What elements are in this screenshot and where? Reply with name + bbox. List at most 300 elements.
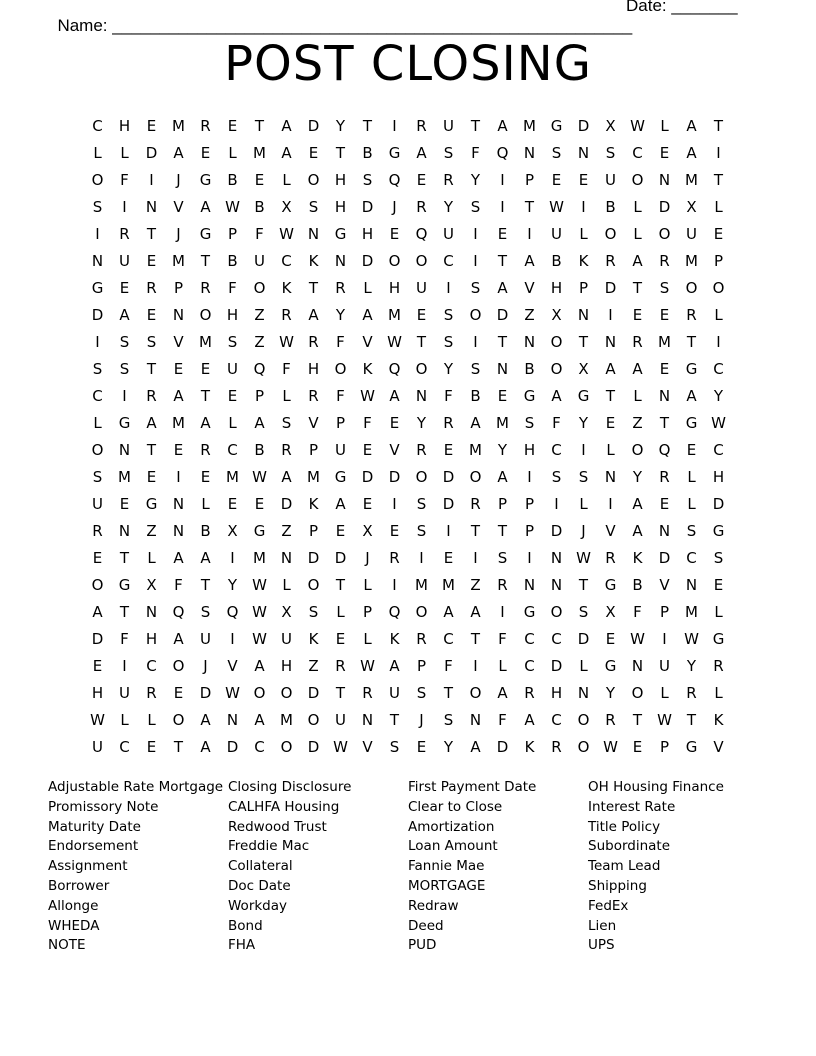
word-list-item: Doc Date xyxy=(228,877,291,894)
grid-letter: T xyxy=(686,710,697,729)
grid-letter: A xyxy=(173,386,184,405)
grid-letter: Q xyxy=(496,143,509,162)
grid-letter: A xyxy=(200,197,211,216)
grid-letter: D xyxy=(712,494,725,513)
grid-letter: R xyxy=(416,116,427,135)
grid-letter: P xyxy=(308,521,319,540)
grid-letter: D xyxy=(334,548,347,567)
word-list-item: Loan Amount xyxy=(408,838,498,855)
grid-letter: J xyxy=(581,521,586,540)
grid-letter: A xyxy=(362,305,373,324)
grid-letter: A xyxy=(200,737,211,756)
grid-letter: N xyxy=(604,332,617,351)
grid-letter: M xyxy=(199,332,212,351)
grid-letter: R xyxy=(281,440,292,459)
word-list-item: Shipping xyxy=(588,877,647,894)
grid-letter: Q xyxy=(415,224,428,243)
grid-letter: E xyxy=(578,170,589,189)
grid-letter: R xyxy=(146,278,157,297)
grid-letter: T xyxy=(524,197,535,216)
grid-letter: X xyxy=(281,602,292,621)
grid-letter: Y xyxy=(227,575,238,594)
grid-letter: V xyxy=(524,278,535,297)
grid-letter: H xyxy=(712,467,725,486)
grid-letter: C xyxy=(227,440,238,459)
grid-letter: Y xyxy=(443,359,454,378)
grid-letter: O xyxy=(577,710,590,729)
grid-letter: T xyxy=(497,521,508,540)
grid-letter: G xyxy=(685,359,698,378)
grid-letter: R xyxy=(389,548,400,567)
grid-letter: T xyxy=(470,629,481,648)
grid-letter: T xyxy=(146,224,157,243)
grid-letter: T xyxy=(119,548,130,567)
grid-letter: E xyxy=(389,413,400,432)
grid-letter: L xyxy=(606,440,615,459)
grid-row xyxy=(84,328,732,355)
grid-letter: N xyxy=(172,494,185,513)
grid-letter: U xyxy=(281,629,292,648)
grid-letter: U xyxy=(335,440,346,459)
grid-letter: O xyxy=(199,305,212,324)
grid-letter: N xyxy=(577,305,590,324)
grid-letter: L xyxy=(714,602,723,621)
grid-letter: R xyxy=(632,332,643,351)
grid-letter: T xyxy=(578,575,589,594)
grid-letter: S xyxy=(470,278,481,297)
grid-letter: R xyxy=(200,278,211,297)
grid-letter: X xyxy=(281,197,292,216)
grid-letter: F xyxy=(228,278,237,297)
grid-letter: S xyxy=(443,143,454,162)
grid-letter: A xyxy=(524,251,535,270)
grid-letter: M xyxy=(172,251,185,270)
grid-letter: N xyxy=(334,251,347,270)
grid-letter: K xyxy=(524,737,535,756)
grid-letter: F xyxy=(120,629,129,648)
grid-letter: B xyxy=(632,575,643,594)
grid-letter: V xyxy=(227,656,238,675)
grid-row xyxy=(84,679,732,706)
grid-letter: N xyxy=(361,710,374,729)
grid-letter: N xyxy=(145,197,158,216)
grid-letter: O xyxy=(469,467,482,486)
grid-letter: A xyxy=(281,467,292,486)
grid-letter: E xyxy=(173,440,184,459)
grid-letter: S xyxy=(119,359,130,378)
grid-letter: R xyxy=(281,305,292,324)
grid-letter: R xyxy=(524,683,535,702)
grid-letter: X xyxy=(578,359,589,378)
grid-letter: A xyxy=(443,602,454,621)
grid-letter: S xyxy=(416,494,427,513)
grid-letter: D xyxy=(361,251,374,270)
grid-letter: U xyxy=(605,170,616,189)
grid-letter: Z xyxy=(146,521,157,540)
grid-letter: R xyxy=(416,440,427,459)
grid-letter: B xyxy=(551,251,562,270)
grid-letter: D xyxy=(577,629,590,648)
grid-letter: A xyxy=(281,143,292,162)
grid-letter: L xyxy=(714,305,723,324)
grid-row xyxy=(84,220,732,247)
grid-letter: M xyxy=(469,440,482,459)
grid-letter: L xyxy=(687,467,696,486)
grid-letter: G xyxy=(712,521,725,540)
grid-letter: P xyxy=(713,251,724,270)
grid-letter: E xyxy=(227,386,238,405)
grid-letter: T xyxy=(659,413,670,432)
grid-letter: R xyxy=(416,197,427,216)
grid-letter: G xyxy=(199,224,212,243)
grid-letter: I xyxy=(473,251,478,270)
grid-letter: U xyxy=(686,224,697,243)
grid-letter: T xyxy=(578,332,589,351)
grid-letter: L xyxy=(282,170,291,189)
grid-letter: A xyxy=(92,602,103,621)
word-list-item: Freddie Mac xyxy=(228,838,310,855)
grid-letter: I xyxy=(608,494,613,513)
grid-letter: H xyxy=(550,683,563,702)
grid-letter: Z xyxy=(470,575,481,594)
grid-letter: C xyxy=(92,386,103,405)
word-column xyxy=(48,778,228,956)
grid-letter: G xyxy=(604,575,617,594)
grid-letter: M xyxy=(172,413,185,432)
grid-letter: T xyxy=(713,170,724,189)
grid-letter: A xyxy=(686,386,697,405)
grid-letter: T xyxy=(389,710,400,729)
grid-letter: G xyxy=(199,170,212,189)
grid-letter: U xyxy=(335,710,346,729)
grid-letter: G xyxy=(523,386,536,405)
grid-row xyxy=(84,139,732,166)
grid-letter: D xyxy=(550,656,563,675)
grid-letter: R xyxy=(92,521,103,540)
grid-letter: L xyxy=(93,413,102,432)
grid-letter: O xyxy=(307,710,320,729)
grid-letter: W xyxy=(252,467,267,486)
grid-letter: E xyxy=(92,548,103,567)
grid-letter: O xyxy=(469,305,482,324)
grid-letter: M xyxy=(226,467,239,486)
grid-letter: E xyxy=(389,521,400,540)
grid-letter: T xyxy=(470,116,481,135)
grid-letter: L xyxy=(660,683,669,702)
grid-letter: I xyxy=(95,224,100,243)
grid-letter: O xyxy=(172,656,185,675)
grid-letter: H xyxy=(550,278,563,297)
grid-letter: E xyxy=(632,305,643,324)
word-list-item: CALHFA Housing xyxy=(228,798,340,815)
grid-letter: I xyxy=(122,386,127,405)
grid-letter: Q xyxy=(658,440,671,459)
grid-letter: G xyxy=(118,575,131,594)
grid-letter: E xyxy=(335,521,346,540)
grid-letter: F xyxy=(498,710,507,729)
word-list-item: Collateral xyxy=(228,858,293,875)
grid-letter: L xyxy=(363,629,372,648)
grid-letter: S xyxy=(416,521,427,540)
grid-row xyxy=(84,436,732,463)
grid-letter: F xyxy=(255,224,264,243)
grid-letter: P xyxy=(659,737,670,756)
grid-letter: I xyxy=(230,548,235,567)
grid-letter: O xyxy=(280,737,293,756)
grid-letter: E xyxy=(173,359,184,378)
grid-letter: Y xyxy=(605,683,616,702)
grid-letter: W xyxy=(549,197,564,216)
grid-letter: R xyxy=(686,683,697,702)
grid-letter: D xyxy=(577,116,590,135)
grid-letter: O xyxy=(685,278,698,297)
grid-letter: H xyxy=(118,116,131,135)
grid-letter: E xyxy=(146,251,157,270)
grid-letter: E xyxy=(254,170,265,189)
grid-letter: W xyxy=(225,683,240,702)
grid-letter: I xyxy=(392,575,397,594)
grid-letter: U xyxy=(119,251,130,270)
grid-letter: N xyxy=(631,656,644,675)
grid-row xyxy=(84,706,732,733)
grid-letter: E xyxy=(146,116,157,135)
grid-letter: N xyxy=(604,467,617,486)
grid-letter: I xyxy=(122,656,127,675)
grid-row xyxy=(84,517,732,544)
grid-letter: I xyxy=(527,224,532,243)
grid-letter: W xyxy=(657,710,672,729)
grid-letter: N xyxy=(577,683,590,702)
grid-letter: S xyxy=(443,332,454,351)
grid-letter: L xyxy=(579,224,588,243)
grid-letter: M xyxy=(172,116,185,135)
grid-letter: N xyxy=(415,386,428,405)
word-list-item: Title Policy xyxy=(588,818,661,835)
grid-letter: I xyxy=(473,224,478,243)
grid-letter: N xyxy=(523,575,536,594)
grid-letter: R xyxy=(605,710,616,729)
grid-letter: K xyxy=(632,548,643,567)
word-list-item: OH Housing Finance xyxy=(588,779,724,795)
grid-letter: D xyxy=(307,116,320,135)
grid-letter: S xyxy=(92,467,103,486)
grid-letter: Z xyxy=(281,521,292,540)
grid-letter: B xyxy=(227,251,238,270)
grid-letter: H xyxy=(307,359,320,378)
grid-letter: F xyxy=(471,143,480,162)
grid-letter: G xyxy=(712,629,725,648)
grid-letter: Y xyxy=(443,737,454,756)
grid-letter: O xyxy=(307,170,320,189)
grid-letter: N xyxy=(550,575,563,594)
grid-letter: R xyxy=(308,332,319,351)
word-list-item: FHA xyxy=(228,937,256,954)
grid-row xyxy=(84,112,732,139)
grid-letter: J xyxy=(365,548,370,567)
grid-letter: E xyxy=(146,737,157,756)
grid-letter: I xyxy=(500,197,505,216)
grid-letter: O xyxy=(577,737,590,756)
grid-letter: O xyxy=(415,251,428,270)
grid-letter: O xyxy=(658,224,671,243)
grid-letter: C xyxy=(551,440,562,459)
grid-letter: N xyxy=(307,224,320,243)
grid-letter: O xyxy=(334,359,347,378)
grid-letter: C xyxy=(443,251,454,270)
grid-letter: G xyxy=(334,224,347,243)
grid-letter: R xyxy=(686,305,697,324)
grid-letter: M xyxy=(415,575,428,594)
grid-letter: E xyxy=(659,143,670,162)
grid-letter: N xyxy=(469,710,482,729)
grid-letter: D xyxy=(496,737,509,756)
word-list-item: Subordinate xyxy=(588,838,671,855)
grid-letter: I xyxy=(95,332,100,351)
grid-letter: L xyxy=(633,386,642,405)
grid-letter: W xyxy=(603,737,618,756)
grid-letter: G xyxy=(604,656,617,675)
grid-letter: S xyxy=(443,305,454,324)
grid-row xyxy=(84,598,732,625)
grid-letter: Y xyxy=(335,116,346,135)
grid-row xyxy=(84,274,732,301)
grid-letter: W xyxy=(360,656,375,675)
grid-letter: O xyxy=(415,467,428,486)
grid-letter: A xyxy=(416,143,427,162)
grid-letter: D xyxy=(496,305,509,324)
grid-row xyxy=(84,301,732,328)
grid-letter: E xyxy=(335,629,346,648)
grid-letter: S xyxy=(119,332,130,351)
grid-row xyxy=(84,544,732,571)
grid-letter: I xyxy=(230,629,235,648)
grid-letter: P xyxy=(308,440,319,459)
grid-letter: P xyxy=(659,602,670,621)
grid-letter: L xyxy=(687,494,696,513)
grid-letter: G xyxy=(91,278,104,297)
grid-letter: O xyxy=(550,602,563,621)
grid-letter: T xyxy=(686,332,697,351)
grid-letter: L xyxy=(660,116,669,135)
grid-letter: V xyxy=(659,575,670,594)
grid-letter: W xyxy=(252,575,267,594)
grid-letter: E xyxy=(92,656,103,675)
grid-letter: W xyxy=(630,629,645,648)
grid-letter: R xyxy=(605,251,616,270)
grid-letter: A xyxy=(605,359,616,378)
grid-letter: E xyxy=(227,494,238,513)
grid-letter: C xyxy=(713,440,724,459)
grid-letter: Q xyxy=(388,359,401,378)
grid-letter: A xyxy=(173,143,184,162)
grid-letter: N xyxy=(118,521,131,540)
grid-letter: G xyxy=(334,467,347,486)
grid-letter: R xyxy=(308,386,319,405)
grid-letter: A xyxy=(551,386,562,405)
grid-letter: T xyxy=(200,575,211,594)
grid-letter: M xyxy=(118,467,131,486)
grid-letter: M xyxy=(685,251,698,270)
grid-letter: T xyxy=(335,143,346,162)
grid-letter: A xyxy=(254,656,265,675)
grid-letter: R xyxy=(416,629,427,648)
grid-letter: T xyxy=(308,278,319,297)
grid-letter: Y xyxy=(470,170,481,189)
word-list-item: WHEDA xyxy=(48,917,100,934)
grid-letter: O xyxy=(91,575,104,594)
grid-letter: I xyxy=(581,440,586,459)
grid-letter: D xyxy=(280,494,293,513)
grid-letter: I xyxy=(419,548,424,567)
grid-letter: S xyxy=(389,737,400,756)
grid-letter: A xyxy=(470,602,481,621)
grid-letter: O xyxy=(91,440,104,459)
word-list-item: Promissory Note xyxy=(48,798,159,815)
grid-letter: O xyxy=(469,683,482,702)
word-list-item: FedEx xyxy=(588,897,629,914)
grid-letter: A xyxy=(119,305,130,324)
grid-letter: E xyxy=(659,305,670,324)
grid-letter: C xyxy=(281,251,292,270)
grid-letter: E xyxy=(254,494,265,513)
grid-letter: I xyxy=(527,467,532,486)
grid-letter: I xyxy=(392,116,397,135)
grid-letter: S xyxy=(551,467,562,486)
word-list-item: Lien xyxy=(588,917,617,934)
grid-letter: H xyxy=(145,629,158,648)
grid-letter: G xyxy=(550,116,563,135)
grid-letter: X xyxy=(686,197,697,216)
grid-letter: A xyxy=(686,116,697,135)
grid-letter: U xyxy=(200,629,211,648)
grid-letter: A xyxy=(389,656,400,675)
grid-letter: T xyxy=(335,683,346,702)
grid-letter: B xyxy=(254,440,265,459)
grid-row xyxy=(84,355,732,382)
grid-letter: I xyxy=(608,305,613,324)
grid-letter: S xyxy=(578,467,589,486)
grid-letter: B xyxy=(362,143,373,162)
grid-letter: O xyxy=(631,683,644,702)
grid-letter: E xyxy=(659,359,670,378)
grid-letter: X xyxy=(227,521,238,540)
grid-letter: L xyxy=(498,656,507,675)
grid-letter: L xyxy=(120,143,129,162)
grid-letter: A xyxy=(470,413,481,432)
grid-letter: M xyxy=(253,143,266,162)
grid-letter: W xyxy=(387,332,402,351)
word-column xyxy=(228,778,408,956)
grid-letter: W xyxy=(90,710,105,729)
word-list-item: Closing Disclosure xyxy=(228,779,352,795)
grid-letter: T xyxy=(632,278,643,297)
grid-letter: W xyxy=(279,224,294,243)
letter-grid xyxy=(84,112,732,760)
grid-letter: G xyxy=(388,143,401,162)
grid-letter: S xyxy=(713,548,724,567)
grid-letter: W xyxy=(360,386,375,405)
grid-letter: S xyxy=(605,143,616,162)
grid-letter: E xyxy=(686,440,697,459)
grid-letter: T xyxy=(200,386,211,405)
grid-letter: Q xyxy=(253,359,266,378)
grid-row xyxy=(84,490,732,517)
grid-letter: P xyxy=(227,224,238,243)
grid-letter: I xyxy=(500,170,505,189)
grid-letter: O xyxy=(415,359,428,378)
grid-letter: W xyxy=(630,116,645,135)
grid-letter: T xyxy=(254,116,265,135)
